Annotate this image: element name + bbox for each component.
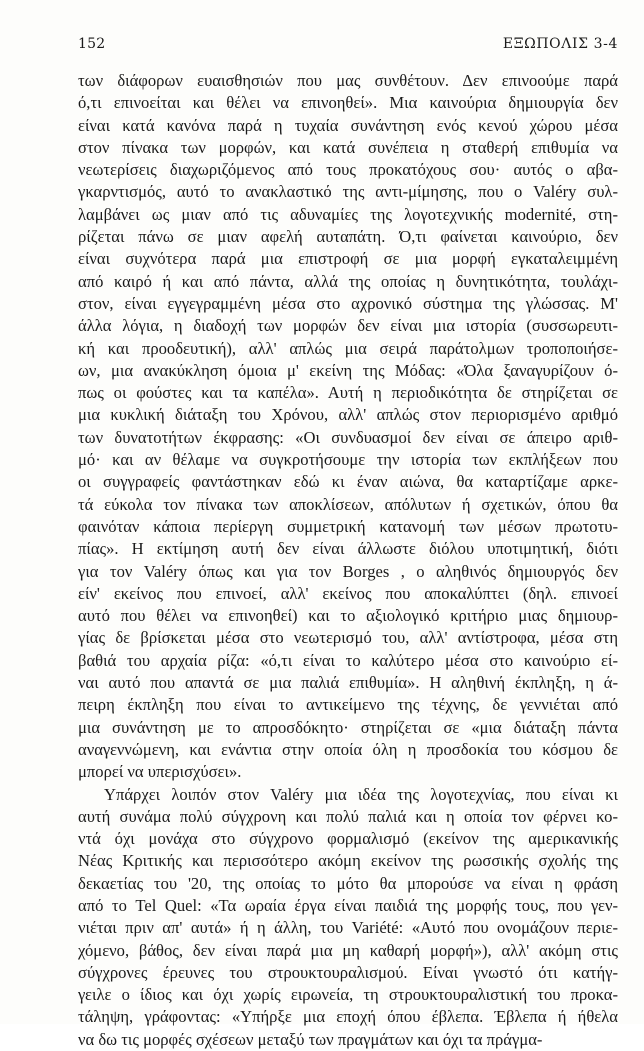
paragraph [78, 784, 618, 1051]
text-line: νεωτερίσεις διαχωριζόμενος από τους προκατόχους σου· αυτός ο αβα- [78, 159, 618, 181]
text-line: αυτή συνάμα πολύ σύγχρονη και πολύ παλιά και η οποία τον φέρνει κο- [78, 806, 618, 828]
page-header [78, 36, 618, 58]
text-line: λαμβάνει ως μιαν από τις αδυναμίες της λογοτεχνικής modernité, στη- [78, 204, 618, 226]
text-line: μια κυκλική διάταξη του Χρόνου, αλλ' απλώς στον περιορισμένο αριθμό [78, 404, 618, 426]
text-line: γίας δε βρίσκεται μέσα στο νεωτερισμό του, αλλ' αντίστροφα, μέσα στη [78, 627, 618, 649]
text-line: πίας». Η εκτίμηση αυτή δεν είναι άλλωστε διόλου υποτιμητική, διότι [78, 538, 618, 560]
text-line: από καιρό ή και από πάντα, αλλά της οποίας η δυνητικότητα, τουλάχι- [78, 271, 618, 293]
text-line: μό· και αν θέλαμε να συγκροτήσουμε την ιστορία των εκπλήξεων που [78, 449, 618, 471]
text-line: των δυνατοτήτων έκφρασης: «Οι συνδυασμοί δεν είναι σε άπειρο αριθ- [78, 427, 618, 449]
text-line: χόμενο, βάθος, δεν είναι παρά μια μη καθαρή μορφή»), αλλ' ακόμη στις [78, 940, 618, 962]
text-line: ό,τι επινοείται και θέλει να επινοηθεί». Μια καινούρια δημιουργία δεν [78, 92, 618, 114]
text-line: Νέας Κριτικής και περισσότερο ακόμη εκείνον της ρωσσικής σχολής της [78, 850, 618, 872]
paragraph [78, 70, 618, 784]
text-line: γειλε ο ίδιος και όχι χωρίς ειρωνεία, τη στρουκτουραλιστική του προκα- [78, 984, 618, 1006]
text-line: δεκαετίας του '20, της οποίας το μότο θα μπορούσε να είναι η φράση [78, 873, 618, 895]
text-line: πως οι φούστες και τα καπέλα». Αυτή η περιοδικότητα δε στηρίζεται σε [78, 382, 618, 404]
text-line: κή και προοδευτική), αλλ' απλώς μια σειρά παράτολμων τροποποιήσε- [78, 338, 618, 360]
text-line: αναγεννώμενη, και ενάντια στην οποία όλη η προσδοκία του κόσμου δε [78, 739, 618, 761]
text-line: των διάφορων ευαισθησιών που μας συνθέτουν. Δεν επινοούμε παρά [78, 70, 618, 92]
text-line: ρίζεται πάνω σε μιαν αφελή αυταπάτη. Ό,τι φαίνεται καινούριο, δεν [78, 226, 618, 248]
text-line: αυτό που θέλει να επινοηθεί) και το αξιολογικό κριτήριο μιας δημιουρ- [78, 605, 618, 627]
text-line: φαινόταν κάποια περίεργη συμμετρική κατανομή των μέσων πρωτοτυ- [78, 516, 618, 538]
text-line: μπορεί να υπερισχύσει». [78, 761, 618, 783]
running-head: ΕΞΩΠΟΛΙΣ 3-4 [503, 36, 618, 52]
text-line: άλλα λόγια, η διαδοχή των μορφών δεν είναι μια ιστορία (συσσωρευτι- [78, 315, 618, 337]
text-line: τά εύκολα τον πίνακα των αποκλίσεων, απόλυτων ή σχετικών, όπου θα [78, 494, 618, 516]
text-line: γκαρντισμός, αυτό το ανακλαστικό της αντι-μίμησης, που ο Valéry συλ- [78, 181, 618, 203]
text-line: στον, είναι εγγεγραμμένη μέσα στο αχρονικό σύστημα της γλώσσας. Μ' [78, 293, 618, 315]
text-line: οι συγγραφείς φαντάστηκαν εδώ κι έναν αιώνα, θα καταρτίζαμε αρκε- [78, 471, 618, 493]
text-line: βαθιά του αρχαία ρίζα: «ό,τι είναι το καλύτερο μέσα στο καινούριο εί- [78, 650, 618, 672]
text-line: στον πίνακα των μορφών, και κατά συνέπεια η σταθερή επιθυμία να [78, 137, 618, 159]
text-line: μια συνάντηση με το απροσδόκητο· στηρίζεται σε «μια διάταξη πάντα [78, 717, 618, 739]
text-line: πειρη έκπληξη που είναι το αντικείμενο της τέχνης, δε γεννιέται από [78, 694, 618, 716]
text-line: για τον Valéry όπως και για τον Borges , ο αληθινός δημιουργός δεν [78, 561, 618, 583]
text-line: να δω τις μορφές σχέσεων μεταξύ των πραγμάτων και όχι τα πράγμα- [78, 1029, 618, 1051]
text-line: τάληψη, γράφοντας: «Υπήρξε μια εποχή όπου έβλεπα. Έβλεπα ή ήθελα [78, 1006, 618, 1028]
text-line: ντά όχι μονάχα στο σύγχρονο φορμαλισμό (εκείνον της αμερικανικής [78, 828, 618, 850]
text-line: ναι αυτό που απαντά σε μια παλιά επιθυμία». Η αληθινή έκπληξη, η ά- [78, 672, 618, 694]
text-line: ων, μια ανακύκληση όμοια μ' εκείνη της Μόδας: «Όλα ξαναγυρίζουν ό- [78, 360, 618, 382]
text-line: Υπάρχει λοιπόν στον Valéry μια ιδέα της λογοτεχνίας, που είναι κι [78, 784, 618, 806]
text-line: είναι συχνότερα παρά μια επιστροφή σε μια μορφή εγκαταλειμμένη [78, 248, 618, 270]
text-line: είναι κατά κανόνα παρά η τυχαία συνάντηση ενός κενού χώρου μέσα [78, 115, 618, 137]
text-line: σύγχρονες έρευνες του στρουκτουραλισμού. Είναι γνωστό ότι κατήγ- [78, 962, 618, 984]
body-text [78, 70, 618, 1051]
text-line: από το Tel Quel: «Τα ωραία έργα είναι παιδιά της μορφής τους, που γεν- [78, 895, 618, 917]
text-line: νιέται πριν απ' αυτά» ή η άλλη, του Variété: «Αυτό που ονομάζουν περιε- [78, 917, 618, 939]
text-line: είν' εκείνος που επινοεί, αλλ' εκείνος που αποκαλύπτει (δηλ. επινοεί [78, 583, 618, 605]
page-number: 152 [78, 36, 105, 52]
